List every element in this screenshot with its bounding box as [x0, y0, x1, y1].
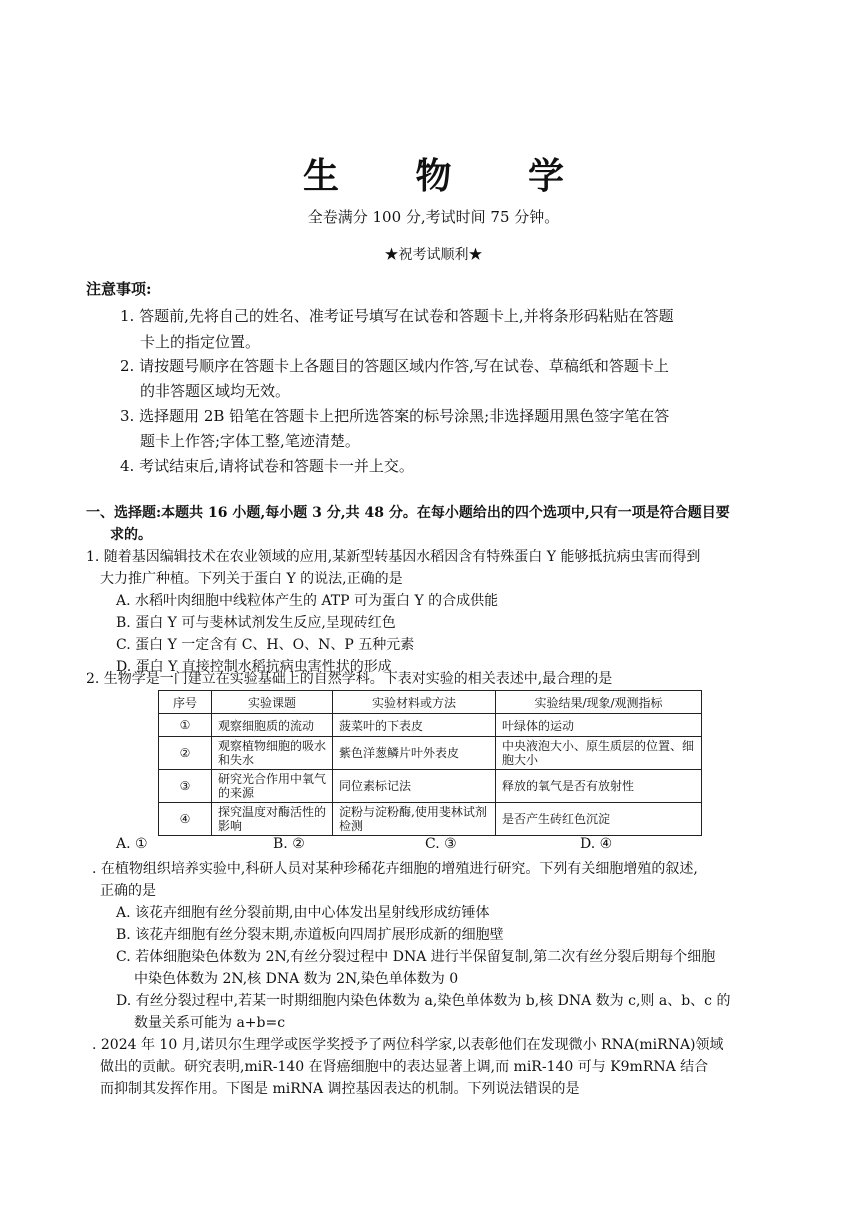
q1-option-b: B. 蛋白 Y 可与斐林试剂发生反应,呈现砖红色	[116, 615, 396, 631]
q3-option-d-cont: 数量关系可能为 a+b=c	[134, 1015, 286, 1031]
table-cell: 同位素标记法	[333, 770, 496, 803]
q3-stem: 正确的是	[100, 883, 156, 899]
notice-line: 4. 考试结束后,请将试卷和答题卡一并上交。	[120, 457, 414, 475]
q1-stem: 大力推广种植。下列关于蛋白 Y 的说法,正确的是	[100, 571, 403, 587]
table-cell: 淀粉与淀粉酶,使用斐林试剂检测	[333, 803, 496, 836]
q3-option-b: B. 该花卉细胞有丝分裂末期,赤道板向四周扩展形成新的细胞壁	[116, 927, 504, 943]
table-header-row	[159, 691, 702, 714]
table-header: 序号	[159, 691, 212, 714]
table-header: 实验材料或方法	[333, 691, 496, 714]
notice-line: 卡上的指定位置。	[140, 333, 261, 351]
q4-stem: 而抑制其发挥作用。下图是 miRNA 调控基因表达的机制。下列说法错误的是	[100, 1081, 580, 1097]
table-cell: 研究光合作用中氧气的来源	[212, 770, 333, 803]
table-cell: ④	[159, 803, 212, 836]
q3-stem: . 在植物组织培养实验中,科研人员对某种珍稀花卉细胞的增殖进行研究。下列有关细胞增殖的叙述,	[92, 861, 698, 877]
table-row	[159, 770, 702, 803]
table-cell: ③	[159, 770, 212, 803]
notice-line: 2. 请按题号顺序在答题卡上各题目的答题区域内作答,写在试卷、草稿纸和答题卡上	[120, 357, 669, 375]
section-heading-cont: 求的。	[110, 527, 152, 543]
table-cell: 紫色洋葱鳞片叶外表皮	[333, 737, 496, 770]
q3-option-d: D. 有丝分裂过程中,若某一时期细胞内染色体数为 a,染色单体数为 b,核 DNA 数为 c,则 a、b、c 的	[116, 993, 731, 1009]
table-row	[159, 714, 702, 737]
q4-stem: . 2024 年 10 月,诺贝尔生理学或医学奖授予了两位科学家,以表彰他们在发现微小 RNA(miRNA)领域	[92, 1037, 724, 1053]
q3-option-c: C. 若体细胞染色体数为 2N,有丝分裂过程中 DNA 进行半保留复制,第二次有丝分裂后期每个细胞	[116, 949, 716, 965]
q1-stem: 1. 随着基因编辑技术在农业领域的应用,某新型转基因水稻因含有特殊蛋白 Y 能够抵抗病虫害而得到	[86, 549, 701, 565]
q3-option-c-cont: 中染色体数为 2N,核 DNA 数为 2N,染色单体数为 0	[134, 971, 459, 987]
notice-line: 3. 选择题用 2B 铅笔在答题卡上把所选答案的标号涂黑;非选择题用黑色签字笔在答	[120, 407, 670, 425]
page-title: 生 物 学	[302, 155, 597, 197]
table-cell: 探究温度对酶活性的影响	[212, 803, 333, 836]
q2-stem: 2. 生物学是一门建立在实验基础上的自然学科。下表对实验的相关表述中,最合理的是	[86, 671, 613, 687]
notice-line: 题卡上作答;字体工整,笔迹清楚。	[140, 432, 360, 450]
table-header: 实验结果/现象/观测指标	[496, 691, 702, 714]
table-cell: ①	[159, 714, 212, 737]
q3-option-a: A. 该花卉细胞有丝分裂前期,由中心体发出星射线形成纺锤体	[116, 905, 490, 921]
table-cell: 是否产生砖红色沉淀	[496, 803, 702, 836]
exam-info: 全卷满分 100 分,考试时间 75 分钟。	[307, 208, 560, 226]
q1-option-c: C. 蛋白 Y 一定含有 C、H、O、N、P 五种元素	[116, 637, 415, 653]
table-row	[159, 803, 702, 836]
table-cell: 观察植物细胞的吸水和失水	[212, 737, 333, 770]
table-cell: ②	[159, 737, 212, 770]
table-cell: 中央液泡大小、原生质层的位置、细胞大小	[496, 737, 702, 770]
table-header: 实验课题	[212, 691, 333, 714]
q2-option-d: D. ④	[580, 836, 613, 852]
q2-option-a: A. ①	[116, 836, 148, 852]
q1-option-a: A. 水稻叶肉细胞中线粒体产生的 ATP 可为蛋白 Y 的合成供能	[116, 593, 499, 609]
q1-option-d: D. 蛋白 Y 直接控制水稻抗病虫害性状的形成	[116, 659, 392, 675]
section-heading: 一、选择题:本题共 16 小题,每小题 3 分,共 48 分。在每小题给出的四个选项中,只有一项是符合题目要	[86, 505, 730, 521]
table-row	[159, 737, 702, 770]
notice-line: 的非答题区域均无效。	[140, 382, 291, 400]
table-cell: 释放的氧气是否有放射性	[496, 770, 702, 803]
q2-option-c: C. ③	[425, 836, 457, 852]
table-cell: 菠菜叶的下表皮	[333, 714, 496, 737]
notice-line: 1. 答题前,先将自己的姓名、准考证号填写在试卷和答题卡上,并将条形码粘贴在答题	[120, 307, 674, 325]
table-cell: 观察细胞质的流动	[212, 714, 333, 737]
q4-stem: 做出的贡献。研究表明,miR-140 在肾癌细胞中的表达显著上调,而 miR-140 可与 K9mRNA 结合	[100, 1059, 709, 1075]
experiment-table	[158, 690, 702, 836]
notice-heading: 注意事项:	[86, 280, 152, 298]
good-luck-line: ★祝考试顺利★	[384, 247, 483, 263]
q2-option-b: B. ②	[273, 836, 305, 852]
table-cell: 叶绿体的运动	[496, 714, 702, 737]
